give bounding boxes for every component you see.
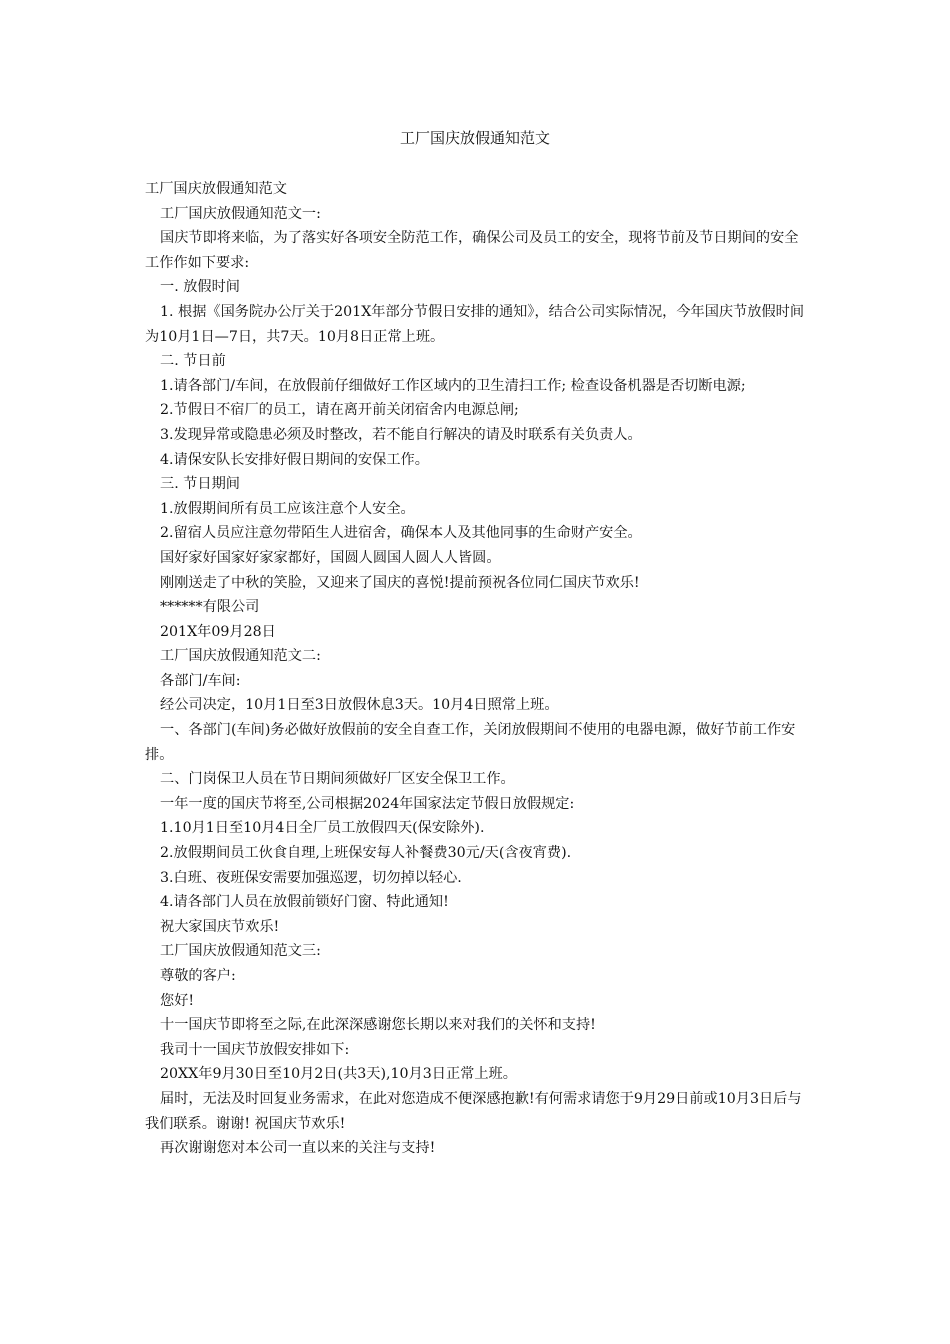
paragraph: 届时，无法及时回复业务需求，在此对您造成不便深感抱歉!有何需求请您于9月29日前或10月3日后与我们联系。谢谢! 祝国庆节欢乐! <box>145 1090 802 1132</box>
paragraph: 1. 根据《国务院办公厅关于201X年部分节假日安排的通知》，结合公司实际情况，今年国庆节放假时间为10月1日—7日，共7天。10月8日正常上班。 <box>145 303 805 345</box>
paragraph: 一年一度的国庆节将至,公司根据2024年国家法定节假日放假规定: <box>160 795 575 812</box>
paragraph: 国好家好国家好家家都好，国圆人圆国人圆人人皆圆。 <box>160 549 501 566</box>
paragraph: 各部门/车间: <box>160 672 241 689</box>
paragraph: 经公司决定，10月1日至3日放假休息3天。10月4日照常上班。 <box>160 697 559 714</box>
paragraph: 1.10月1日至10月4日全厂员工放假四天(保安除外). <box>160 820 485 837</box>
paragraph: 工厂国庆放假通知范文 <box>145 181 287 197</box>
paragraph: ******有限公司 <box>160 599 260 616</box>
paragraph: 祝大家国庆节欢乐! <box>160 918 280 935</box>
paragraph: 3.发现异常或隐患必须及时整改，若不能自行解决的请及时联系有关负责人。 <box>160 426 642 443</box>
paragraph: 国庆节即将来临，为了落实好各项安全防范工作，确保公司及员工的安全，现将节前及节日期间的安全工作作如下要求: <box>145 230 799 271</box>
paragraph: 工厂国庆放假通知范文二: <box>160 648 321 665</box>
paragraph: 再次谢谢您对本公司一直以来的关注与支持! <box>160 1140 436 1157</box>
paragraph: 尊敬的客户: <box>160 968 236 984</box>
paragraph: 1.请各部门/车间，在放假前仔细做好工作区域内的卫生清扫工作; 检查设备机器是否切断电源; <box>160 377 746 394</box>
paragraph: 4.请保安队长安排好假日期间的安保工作。 <box>160 451 429 468</box>
paragraph: 3.白班、夜班保安需要加强巡逻，切勿掉以轻心. <box>160 869 462 886</box>
paragraph: 工厂国庆放假通知范文三: <box>160 943 321 960</box>
paragraph: 二. 节日前 <box>160 353 226 370</box>
document-body <box>145 177 810 1161</box>
paragraph: 2.节假日不宿厂的员工，请在离开前关闭宿舍内电源总闸; <box>160 402 519 419</box>
paragraph: 我司十一国庆节放假安排如下: <box>160 1041 350 1058</box>
paragraph: 4.请各部门人员在放假前锁好门窗、特此通知! <box>160 894 449 911</box>
paragraph: 一、各部门(车间)务必做好放假前的安全自查工作，关闭放假期间不使用的电器电源，做好节前工作安排。 <box>145 722 796 763</box>
paragraph: 20XX年9月30日至10月2日(共3天),10月3日正常上班。 <box>160 1066 517 1083</box>
page-title: 工厂国庆放假通知范文 <box>399 129 550 147</box>
paragraph: 201X年09月28日 <box>160 623 276 640</box>
paragraph: 您好! <box>160 992 195 1009</box>
paragraph: 2.放假期间员工伙食自理,上班保安每人补餐费30元/天(含夜宵费). <box>160 845 572 862</box>
paragraph: 三. 节日期间 <box>160 476 240 493</box>
paragraph: 十一国庆节即将至之际,在此深深感谢您长期以来对我们的关怀和支持! <box>160 1017 596 1034</box>
paragraph: 二、门岗保卫人员在节日期间须做好厂区安全保卫工作。 <box>160 771 515 788</box>
paragraph: 1.放假期间所有员工应该注意个人安全。 <box>160 500 415 517</box>
paragraph: 2.留宿人员应注意勿带陌生人进宿舍，确保本人及其他同事的生命财产安全。 <box>160 525 642 542</box>
paragraph: 一. 放假时间 <box>160 279 240 296</box>
paragraph: 工厂国庆放假通知范文一: <box>160 205 321 222</box>
paragraph: 刚刚送走了中秋的笑脸，又迎来了国庆的喜悦!提前预祝各位同仁国庆节欢乐! <box>160 574 640 591</box>
